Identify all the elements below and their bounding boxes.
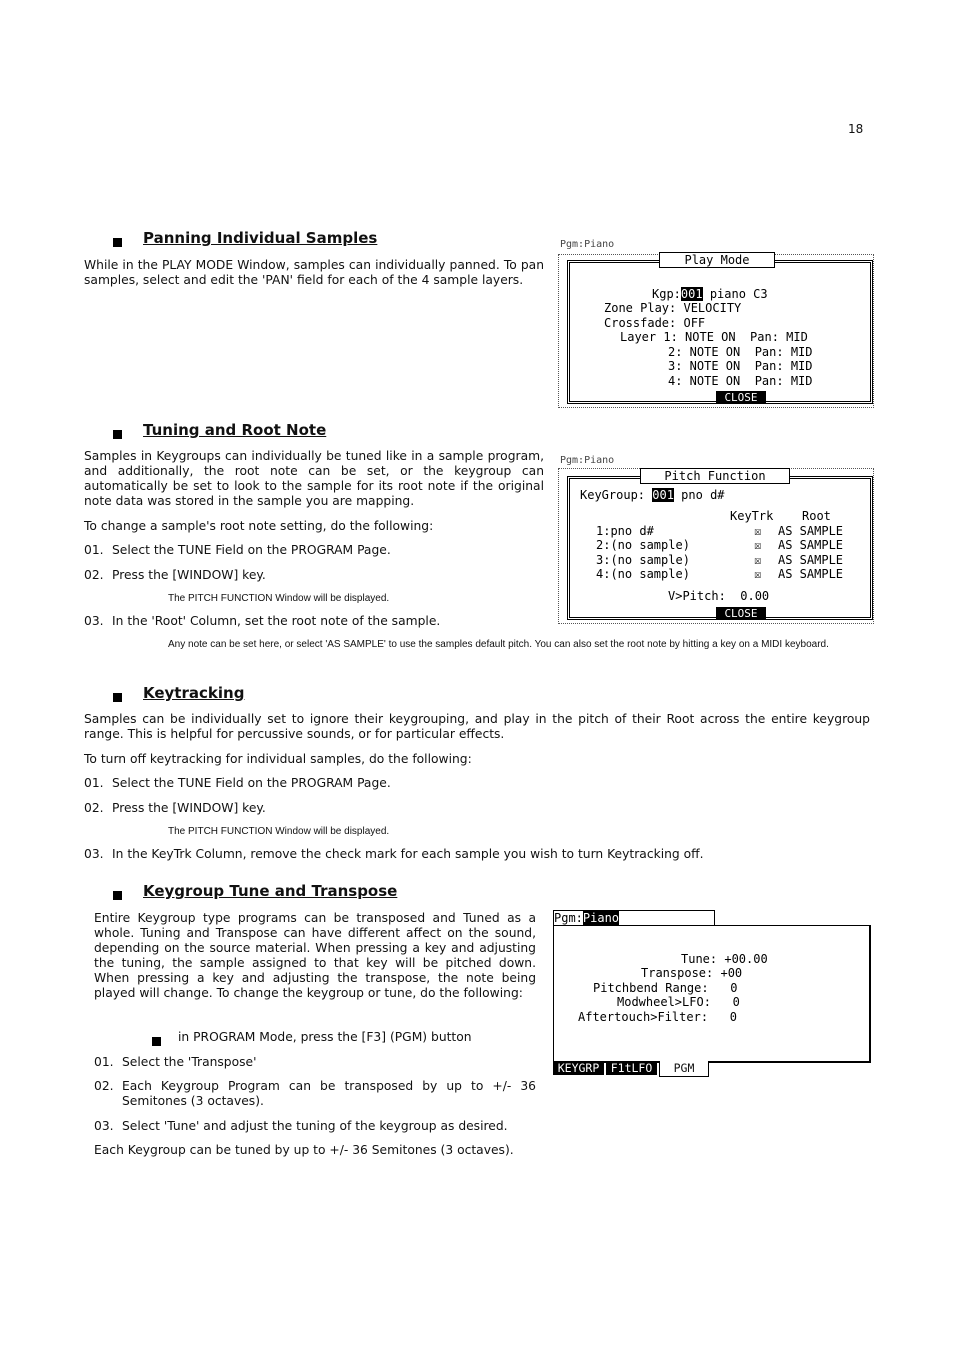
- kgp-value[interactable]: 001: [680, 287, 703, 301]
- pitchbend-row[interactable]: Pitchbend Range: 0: [593, 981, 738, 995]
- transpose-step3: Select 'Tune' and adjust the tuning of the keygroup as desired.: [122, 1119, 508, 1133]
- keytracking-step3: In the KeyTrk Column, remove the check mark for each sample you wish to turn Keytracking off.: [112, 847, 704, 861]
- sample-row-2-name: 2:(no sample): [596, 538, 690, 552]
- play-mode-screen: [558, 238, 874, 408]
- heading-transpose: Keygroup Tune and Transpose: [143, 882, 398, 900]
- sample-row-4-name: 4:(no sample): [596, 567, 690, 581]
- close-button[interactable]: CLOSE: [716, 607, 766, 620]
- root-value-2[interactable]: AS SAMPLE: [778, 538, 844, 552]
- sample-row-3-name: 3:(no sample): [596, 553, 690, 567]
- pgm-name-row: Pgm:Piano: [554, 911, 620, 925]
- tab-keygrp[interactable]: KEYGRP: [553, 1061, 604, 1075]
- kgp-row: Kgp:001 piano C3: [652, 287, 768, 301]
- keytracking-text: Samples can be individually set to ignore their keygrouping, and play in the pitch of their Root across the entire keygroup range. This is helpful for percussive sounds, or for particular effects.: [84, 712, 870, 741]
- crossfade-row: Crossfade: OFF: [604, 316, 706, 330]
- tuning-step1: Select the TUNE Field on the PROGRAM Page.: [112, 543, 391, 557]
- root-value-1[interactable]: AS SAMPLE: [778, 524, 844, 538]
- tuning-note1: The PITCH FUNCTION Window will be displayed.: [168, 593, 390, 604]
- keytracking-intro: To turn off keytracking for individual samples, do the following:: [84, 752, 472, 766]
- play-mode-title: Play Mode: [659, 252, 775, 268]
- pitch-function-title: Pitch Function: [640, 468, 790, 484]
- transpose-step1: Select the 'Transpose': [122, 1055, 257, 1069]
- vpitch-row[interactable]: V>Pitch: 0.00: [668, 589, 770, 603]
- col-root: Root: [802, 509, 831, 523]
- keytracking-step3-num: 03.: [84, 847, 104, 861]
- keygroup-row: KeyGroup: 001 pno d#: [580, 488, 725, 502]
- tuning-step2-num: 02.: [84, 568, 104, 582]
- sample-row-1-name: 1:pno d#: [596, 524, 654, 538]
- tuning-intro: To change a sample's root note setting, do the following:: [84, 519, 434, 533]
- transpose-step2: Each Keygroup Program can be transposed by up to +/- 36 Semitones (3 octaves).: [122, 1079, 536, 1108]
- heading-panning: Panning Individual Samples: [143, 229, 378, 247]
- modwheel-row[interactable]: Modwheel>LFO: 0: [617, 995, 740, 1009]
- tuning-step2: Press the [WINDOW] key.: [112, 568, 266, 582]
- panning-text: While in the PLAY MODE Window, samples can individually panned. To pan samples, select and edit the 'PAN' field for each of the 4 sample layers.: [84, 258, 544, 287]
- pgm-name-value[interactable]: Piano: [582, 911, 620, 925]
- layer3-row: 3: NOTE ON Pan: MID: [668, 359, 813, 373]
- page-number: 18: [848, 122, 864, 136]
- heading-bullet: [113, 232, 122, 251]
- tuning-step3: In the 'Root' Column, set the root note of the sample.: [112, 614, 441, 628]
- screen-bg-label: Pgm:Piano: [560, 455, 615, 466]
- keytracking-step2-num: 02.: [84, 801, 104, 815]
- layer4-row: 4: NOTE ON Pan: MID: [668, 374, 813, 388]
- transpose-closing: Each Keygroup can be tuned by up to +/- 36 Semitones (3 octaves).: [94, 1143, 514, 1157]
- keytrk-checkbox-4[interactable]: ☒: [754, 567, 762, 581]
- tuning-note2: Any note can be set here, or select 'AS SAMPLE' to use the samples default pitch. You can also set the root note by hitting a key on a MIDI keyboard.: [168, 639, 829, 650]
- keygroup-value[interactable]: 001: [652, 488, 674, 502]
- tab-fltlfo[interactable]: F1tLFO: [606, 1061, 657, 1075]
- layer1-row: Layer 1: NOTE ON Pan: MID: [620, 330, 808, 344]
- keytracking-step2: Press the [WINDOW] key.: [112, 801, 266, 815]
- transpose-step2-num: 02.: [94, 1079, 114, 1093]
- tuning-text: Samples in Keygroups can individually be tuned like in a sample program, and additionally, the root note can be set, or the keygroup can automatically be set to look to the sample for its root note if the original note data was stored in the sample you are mapping.: [84, 449, 544, 508]
- root-value-3[interactable]: AS SAMPLE: [778, 553, 844, 567]
- keytracking-note1: The PITCH FUNCTION Window will be displayed.: [168, 826, 390, 837]
- close-button[interactable]: CLOSE: [716, 391, 766, 404]
- root-value-4[interactable]: AS SAMPLE: [778, 567, 844, 581]
- heading-bullet: [113, 687, 122, 706]
- tuning-step3-num: 03.: [84, 614, 104, 628]
- heading-keytracking: Keytracking: [143, 684, 245, 702]
- keytracking-step1-num: 01.: [84, 776, 104, 790]
- keytracking-step1: Select the TUNE Field on the PROGRAM Page.: [112, 776, 391, 790]
- col-keytrk: KeyTrk: [730, 509, 774, 523]
- transpose-step1-num: 01.: [94, 1055, 114, 1069]
- heading-tuning: Tuning and Root Note: [143, 421, 327, 439]
- layer2-row: 2: NOTE ON Pan: MID: [668, 345, 813, 359]
- transpose-bullet-text: in PROGRAM Mode, press the [F3] (PGM) button: [178, 1030, 472, 1044]
- screen-bg-label: Pgm:Piano: [560, 239, 615, 250]
- aftertouch-row[interactable]: Aftertouch>Filter: 0: [578, 1010, 737, 1024]
- zone-play-row: Zone Play: VELOCITY: [604, 301, 742, 315]
- program-screen: [553, 910, 871, 1080]
- pitch-function-screen: [558, 454, 874, 624]
- keytrk-checkbox-3[interactable]: ☒: [754, 553, 762, 567]
- keytrk-checkbox-2[interactable]: ☒: [754, 538, 762, 552]
- heading-bullet: [113, 885, 122, 904]
- keytrk-checkbox-1[interactable]: ☒: [754, 524, 762, 538]
- transpose-row[interactable]: Transpose: +00: [641, 966, 743, 980]
- tuning-step1-num: 01.: [84, 543, 104, 557]
- tune-row[interactable]: Tune: +00.00: [681, 952, 768, 966]
- heading-bullet: [113, 424, 122, 443]
- bullet-square: [152, 1031, 161, 1050]
- transpose-text: Entire Keygroup type programs can be transposed and Tuned as a whole. Tuning and Transpose can have different affect on the sound, depending on the source material. When pressing a key and adjusting the tuning, the sample assigned to that key will be pitched down. When pressing a key and adjusting the transpose, the note being played will change. To change the keygroup or tune, do the following:: [94, 911, 536, 1000]
- tab-pgm[interactable]: PGM: [659, 1061, 709, 1077]
- transpose-step3-num: 03.: [94, 1119, 114, 1133]
